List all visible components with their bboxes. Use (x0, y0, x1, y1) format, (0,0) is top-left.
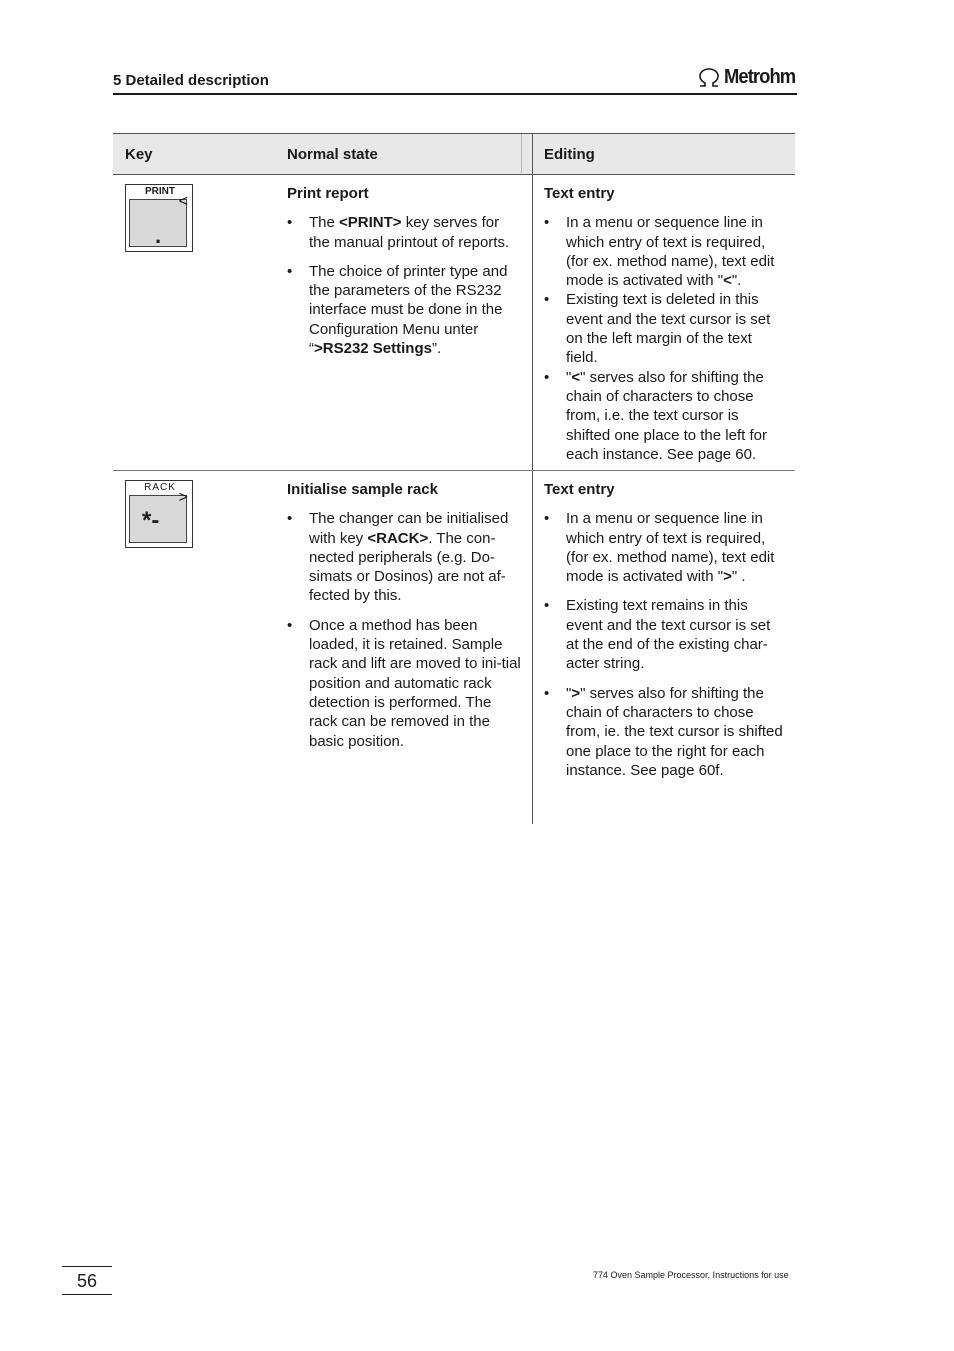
row1-editing-title: Text entry (544, 185, 615, 202)
column-divider (532, 134, 533, 824)
section-title: 5 Detailed description (113, 72, 269, 89)
footer-rule-bottom (62, 1294, 112, 1295)
row2-normal (287, 480, 522, 761)
list-item: • In a menu or sequence line in which entry of text is required, (for ex. method name), text edit mode is activated with ">" . (544, 509, 786, 586)
row-divider (113, 470, 795, 471)
col-header-editing: Editing (544, 146, 595, 163)
footer-rule-top (62, 1266, 112, 1267)
omega-logo-icon (697, 68, 721, 88)
print-key-label: PRINT (145, 186, 175, 197)
list-item: • The changer can be initialised with key <RACK>. The con-nected peripherals (e.g. Do-simats or Dosinos) are not af-fected by this. (287, 509, 522, 605)
left-arrow-icon: < (178, 193, 188, 210)
rack-key-image (125, 480, 193, 548)
list-item: • The <PRINT> key serves for the manual printout of reports. (287, 213, 522, 252)
list-item: • "<" serves also for shifting the chain of characters to chose from, i.e. the text cursor is shifted one place to the left for each instance. See page 60. (544, 368, 786, 464)
print-key-image (125, 184, 193, 252)
rack-key-label: RACK (144, 482, 176, 493)
header-rule (113, 93, 797, 95)
row2-normal-title: Initialise sample rack (287, 481, 438, 498)
table-header (113, 133, 795, 175)
page-number: 56 (77, 1271, 98, 1291)
right-arrow-icon: > (178, 489, 188, 506)
list-item: • In a menu or sequence line in which entry of text is required, (for ex. method name), text edit mode is activated with "<". (544, 213, 786, 290)
list-item: • The choice of printer type and the parameters of the RS232 interface must be done in the Configuration Menu unter “>RS232 Settings”. (287, 262, 522, 358)
list-item: • Once a method has been loaded, it is retained. Sample rack and lift are moved to ini-tial position and automatic rack detection is performed. The rack can be removed in the basic position. (287, 616, 522, 751)
row1-editing (544, 184, 786, 464)
list-item: • Existing text remains in this event and the text cursor is set at the end of the existing char-acter string. (544, 596, 786, 673)
col-header-key: Key (125, 146, 153, 163)
brand-logo (697, 66, 801, 89)
period-glyph: . (155, 223, 162, 248)
row1-normal-title: Print report (287, 185, 369, 202)
list-item: • ">" serves also for shifting the chain of characters to chose from, ie. the text cursor is shifted one place to the right for each instance. See page 60f. (544, 684, 786, 780)
row2-editing (544, 480, 786, 790)
logo-wordmark: Metrohm (724, 66, 796, 88)
header-divider-shadow (521, 134, 522, 173)
col-header-normal: Normal state (287, 146, 378, 163)
asterisk-minus-glyph: *- (142, 507, 160, 534)
row2-editing-title: Text entry (544, 481, 615, 498)
row1-normal (287, 184, 522, 368)
footer-doc-title: 774 Oven Sample Processor, Instructions for use (593, 1270, 789, 1280)
list-item: • Existing text is deleted in this event and the text cursor is set on the left margin of the text field. (544, 290, 786, 367)
